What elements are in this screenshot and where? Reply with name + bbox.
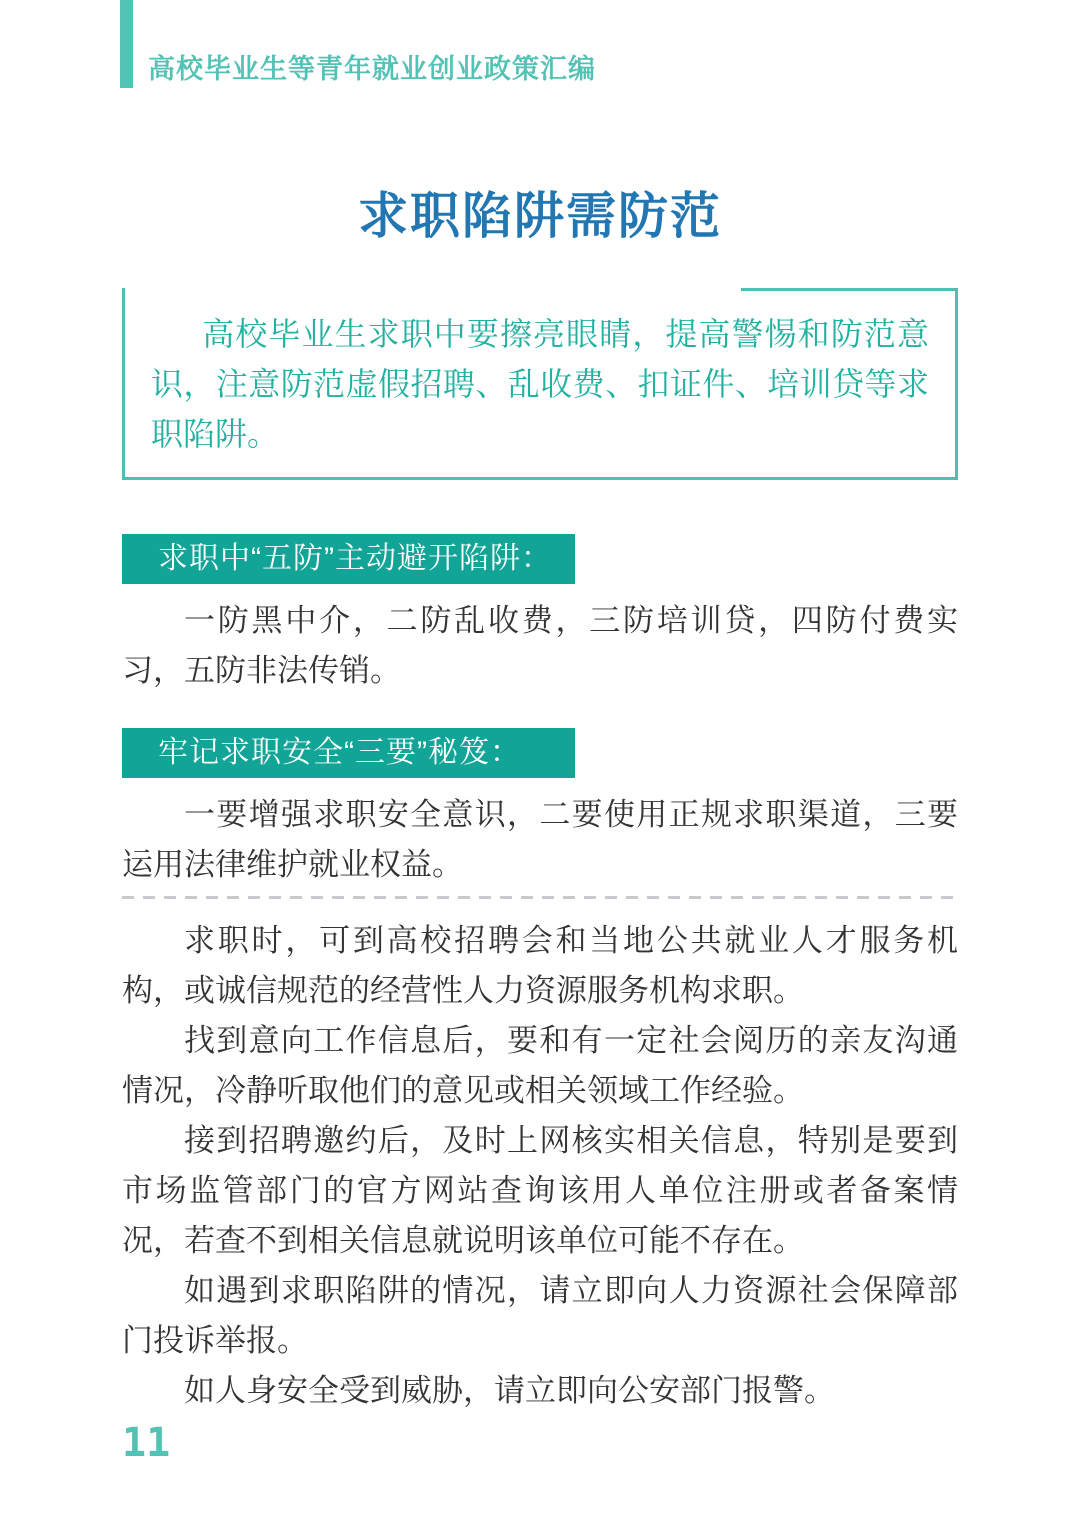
section-heading-three-musts: 牢记求职安全“三要”秘笈： — [122, 728, 575, 778]
body-paragraphs — [122, 916, 958, 1416]
page-title: 求职陷阱需防范 — [358, 188, 722, 244]
paragraph: 如遇到求职陷阱的情况，请立即向人力资源社会保障部门投诉举报。 — [122, 1273, 958, 1358]
intro-box-text: 高校毕业生求职中要擦亮眼睛，提高警惕和防范意识，注意防范虚假招聘、乱收费、扣证件、培训贷等求职陷阱。 — [151, 316, 929, 452]
paragraph: 如人身安全受到威胁，请立即向公安部门报警。 — [184, 1373, 835, 1408]
paragraph: 接到招聘邀约后，及时上网核实相关信息，特别是要到市场监管部门的官方网站查询该用人单位注册或者备案情况，若查不到相关信息就说明该单位可能不存在。 — [122, 1123, 958, 1258]
section-body-three-musts: 一要增强求职安全意识，二要使用正规求职渠道，三要运用法律维护就业权益。 — [122, 797, 958, 882]
header-title: 高校毕业生等青年就业创业政策汇编 — [148, 54, 596, 84]
section-body-five-preventions: 一防黑中介，二防乱收费，三防培训贷，四防付费实习，五防非法传销。 — [122, 603, 958, 688]
dashed-divider — [122, 896, 958, 899]
section-heading-five-preventions: 求职中“五防”主动避开陷阱： — [122, 534, 575, 584]
page-content — [122, 0, 958, 1416]
paragraph: 求职时，可到高校招聘会和当地公共就业人才服务机构，或诚信规范的经营性人力资源服务机构求职。 — [122, 923, 958, 1008]
paragraph: 找到意向工作信息后，要和有一定社会阅历的亲友沟通情况，冷静听取他们的意见或相关领域工作经验。 — [122, 1023, 958, 1108]
intro-box — [122, 288, 958, 480]
page-number: 11 — [122, 1420, 171, 1466]
